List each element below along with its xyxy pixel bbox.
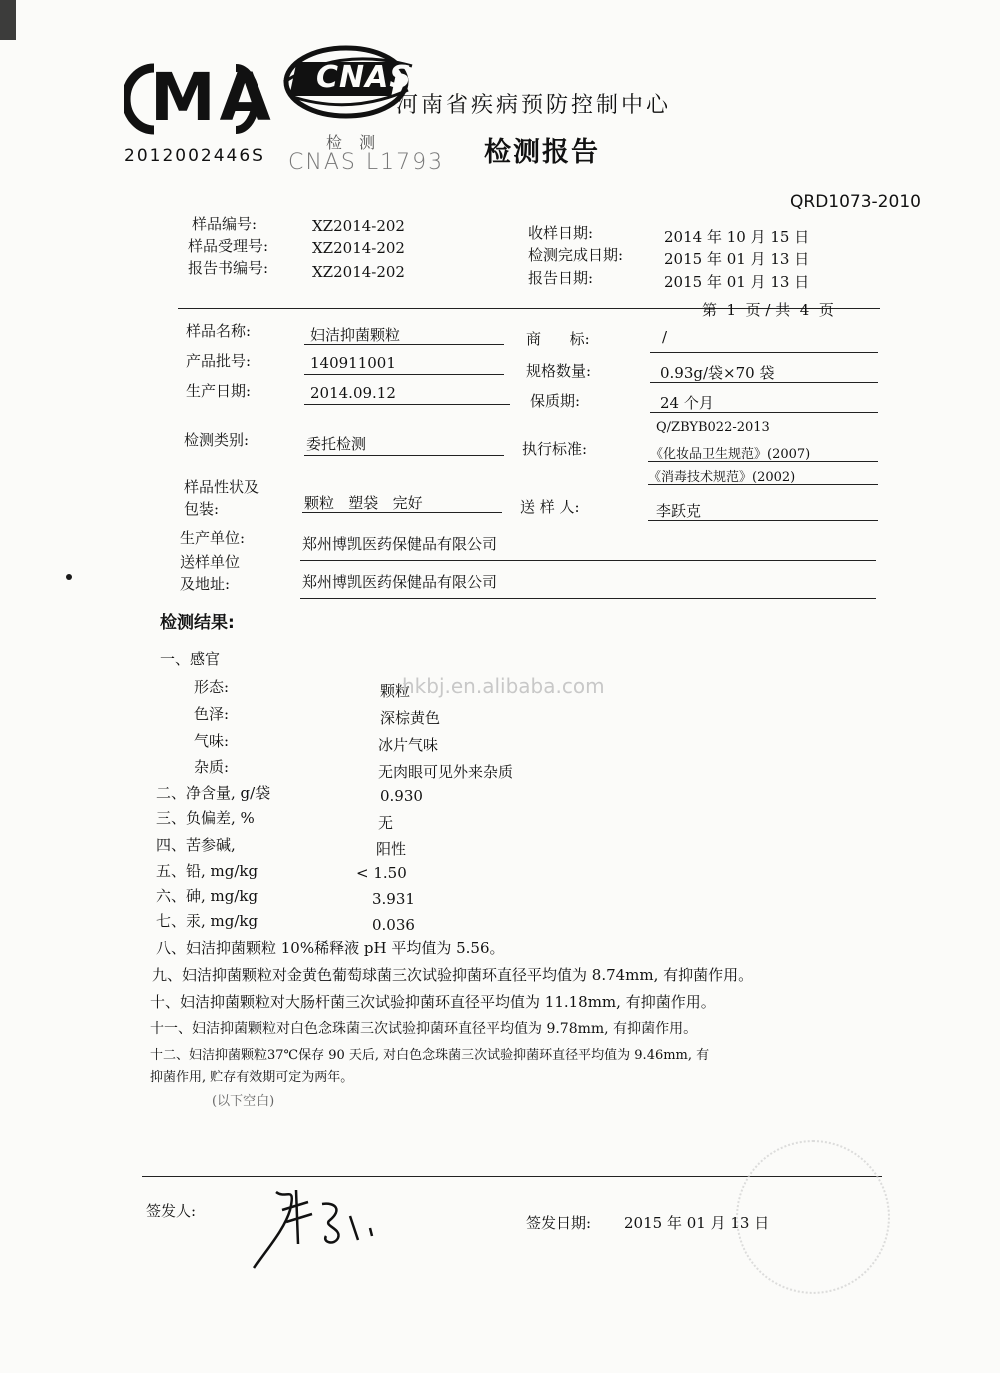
page-info: 第 1 页 / 共 4 页 — [702, 301, 834, 319]
spec: 0.93g/袋×70 袋 — [660, 364, 775, 382]
result-item-value: 无 — [378, 814, 394, 832]
prod-date-label: 生产日期: — [186, 382, 252, 400]
report-title: 检测报告 — [484, 137, 600, 168]
state-label-1: 样品性状及 — [184, 478, 260, 496]
result-line-10: 十、妇洁抑菌颗粒对大肠杆菌三次试验抑菌环直径平均值为 11.18mm, 有抑菌作用。 — [150, 993, 716, 1011]
report-no-label: 报告书编号: — [188, 259, 269, 277]
result-line-11: 十一、妇洁抑菌颗粒对白色念珠菌三次试验抑菌环直径平均值为 9.78mm, 有抑菌作用。 — [150, 1021, 698, 1037]
result-line-12a: 十二、妇洁抑菌颗粒37℃保存 90 天后, 对白色念珠菌三次试验抑菌环直径平均值为 9.46mm, 有 — [150, 1048, 710, 1063]
standard-label: 执行标准: — [522, 440, 588, 458]
underline — [650, 412, 878, 413]
report-no: XZ2014-202 — [312, 263, 405, 281]
batch: 140911001 — [310, 354, 396, 372]
sample-state: 颗粒 塑袋 完好 — [304, 494, 423, 512]
underline — [304, 344, 504, 345]
result-item-value: 3.931 — [372, 890, 415, 908]
shelf-label: 保质期: — [530, 392, 581, 410]
result-item-value: 阳性 — [376, 840, 407, 858]
result-item-label: 七、汞, mg/kg — [156, 912, 259, 930]
sensory-label: 杂质: — [194, 758, 230, 776]
results-heading: 检测结果: — [160, 613, 235, 633]
result-item-label: 六、砷, mg/kg — [156, 887, 259, 905]
report-date-label: 报告日期: — [528, 269, 594, 287]
result-item-label: 四、苦参碱, — [156, 836, 236, 854]
org-name: 河南省疾病预防控制中心 — [396, 93, 672, 118]
sign-date-label: 签发日期: — [526, 1214, 592, 1232]
test-type-label: 检测类别: — [184, 431, 250, 449]
official-stamp — [736, 1140, 890, 1294]
blank-note: (以下空白) — [212, 1094, 275, 1109]
state-label-2: 包装: — [184, 500, 220, 518]
receive-date: 2014 年 10 月 15 日 — [664, 228, 810, 246]
sensory-value: 颗粒 — [380, 682, 411, 700]
sign-date: 2015 年 01 月 13 日 — [624, 1214, 770, 1232]
sender-unit-label-2: 及地址: — [180, 575, 231, 593]
result-item-label: 二、净含量, g/袋 — [156, 784, 271, 802]
cma-logo-text: MA — [150, 59, 275, 136]
result-item-value: < 1.50 — [356, 864, 407, 882]
sensory-heading: 一、感官 — [160, 650, 221, 668]
result-line-9: 九、妇洁抑菌颗粒对金黄色葡萄球菌三次试验抑菌环直径平均值为 8.74mm, 有抑菌作用。 — [152, 966, 754, 984]
finish-date-label: 检测完成日期: — [528, 246, 624, 264]
sender-unit-label-1: 送样单位 — [180, 553, 241, 571]
signature — [246, 1180, 396, 1270]
accept-no-label: 样品受理号: — [188, 237, 269, 255]
standard-3: 《消毒技术规范》(2002) — [648, 470, 796, 485]
brand-label: 商 标: — [526, 330, 590, 348]
result-item-value: 0.930 — [380, 787, 423, 805]
sensory-value: 冰片气味 — [378, 736, 439, 754]
shelf: 24 个月 — [660, 394, 714, 412]
result-item-label: 三、负偏差, % — [156, 809, 255, 827]
sensory-label: 色泽: — [194, 705, 230, 723]
result-line-8: 八、妇洁抑菌颗粒 10%稀释液 pH 平均值为 5.56。 — [156, 939, 505, 957]
form-code: QRD1073-2010 — [790, 192, 921, 212]
underline — [300, 598, 876, 599]
result-item-label: 五、铅, mg/kg — [156, 862, 259, 880]
sample-name-label: 样品名称: — [186, 322, 252, 340]
scan-dot — [66, 574, 72, 580]
sample-no-label: 样品编号: — [192, 215, 258, 233]
sensory-value: 无肉眼可见外来杂质 — [378, 763, 514, 781]
receive-date-label: 收样日期: — [528, 224, 594, 242]
underline — [650, 352, 878, 353]
finish-date: 2015 年 01 月 13 日 — [664, 250, 810, 268]
cma-code: 2012002446S — [124, 146, 265, 166]
sample-no: XZ2014-202 — [312, 217, 405, 235]
underline — [304, 374, 504, 375]
underline — [304, 404, 510, 405]
underline — [650, 382, 878, 383]
sender: 李跃克 — [656, 502, 702, 520]
cnas-logo-text: CNAS — [316, 60, 412, 95]
spec-label: 规格数量: — [526, 362, 592, 380]
cma-logo — [124, 59, 275, 136]
brand: / — [662, 328, 668, 346]
batch-label: 产品批号: — [186, 352, 252, 370]
underline — [300, 560, 876, 561]
underline — [648, 484, 878, 485]
signer-label: 签发人: — [146, 1202, 197, 1220]
cnas-code: CNAS L1793 — [288, 150, 445, 175]
underline — [648, 520, 878, 521]
result-item-value: 0.036 — [372, 916, 415, 934]
sensory-label: 形态: — [194, 678, 230, 696]
accept-no: XZ2014-202 — [312, 239, 405, 257]
producer: 郑州博凯医药保健品有限公司 — [302, 535, 498, 553]
sender-unit: 郑州博凯医药保健品有限公司 — [302, 573, 498, 591]
underline — [302, 512, 502, 513]
sensory-value: 深棕黄色 — [380, 709, 441, 727]
standard-2: 《化妆品卫生规范》(2007) — [650, 447, 811, 462]
underline — [648, 461, 878, 462]
underline — [304, 455, 504, 456]
sensory-label: 气味: — [194, 732, 230, 750]
sample-name: 妇洁抑菌颗粒 — [310, 326, 401, 344]
producer-label: 生产单位: — [180, 529, 246, 547]
report-date: 2015 年 01 月 13 日 — [664, 273, 810, 291]
result-line-12b: 抑菌作用, 贮存有效期可定为两年。 — [150, 1070, 354, 1085]
test-type: 委托检测 — [306, 435, 367, 453]
standard-1: Q/ZBYB022-2013 — [656, 420, 770, 435]
sender-label: 送 样 人: — [520, 498, 580, 516]
cnas-stamp-text: 检 测 — [326, 133, 382, 152]
prod-date: 2014.09.12 — [310, 384, 396, 402]
scan-edge-mark — [0, 0, 16, 40]
watermark: hkbj.en.alibaba.com — [402, 674, 605, 698]
